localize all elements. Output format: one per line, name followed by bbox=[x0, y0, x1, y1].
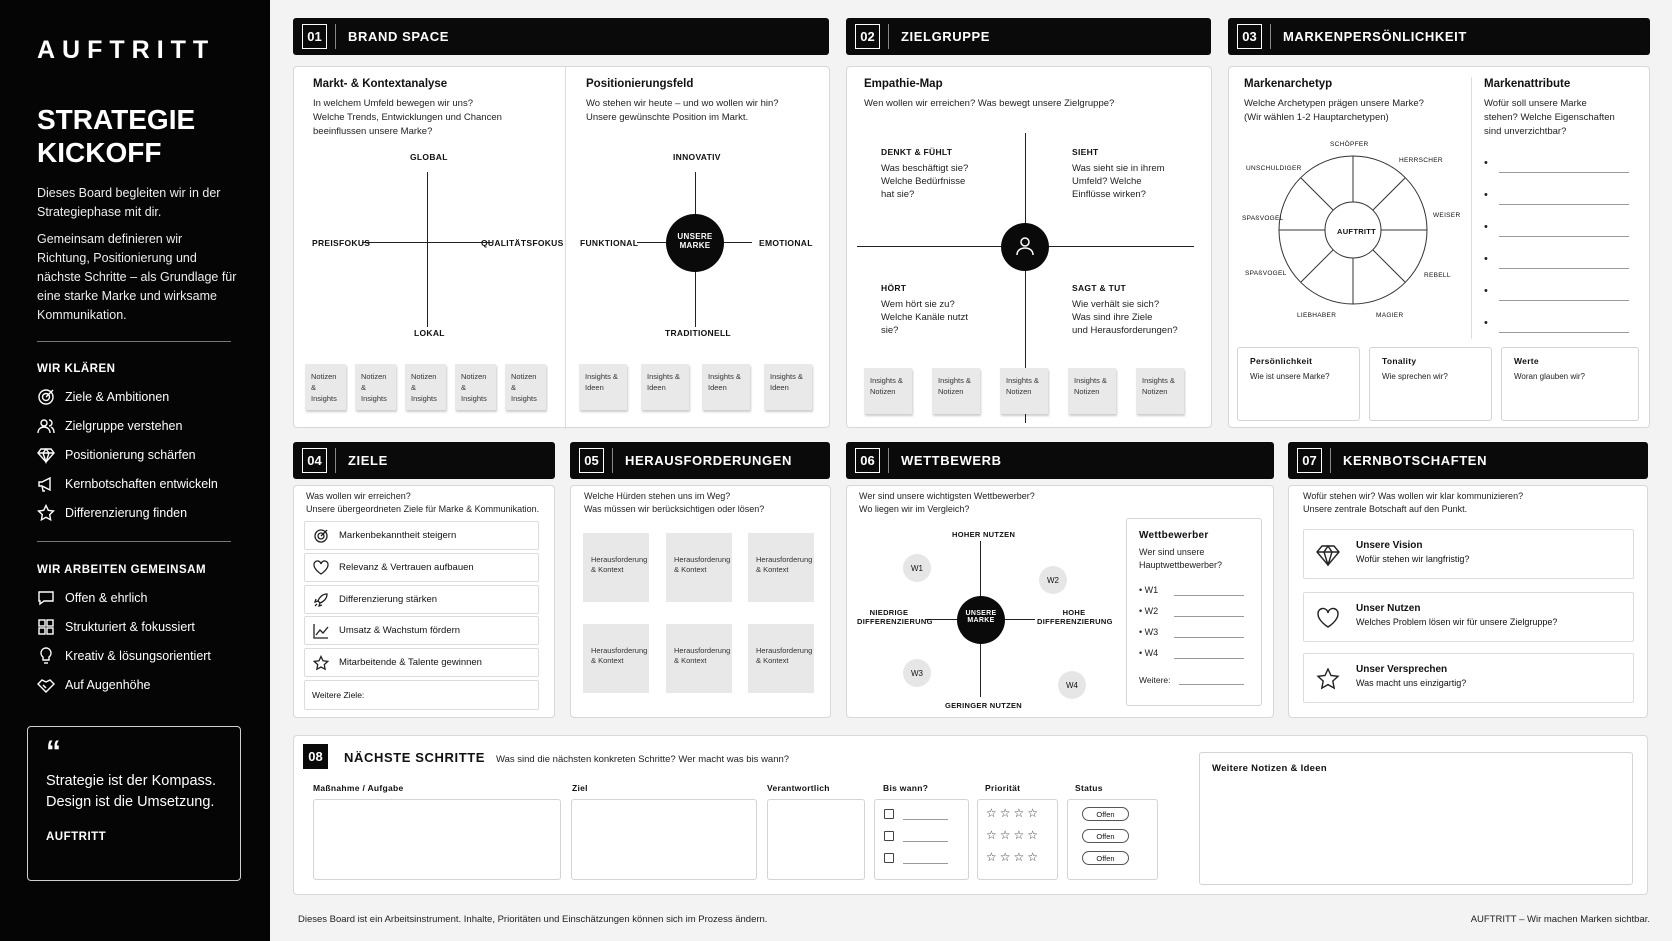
priority-stars[interactable]: ☆☆☆☆ bbox=[986, 850, 1042, 864]
sticky-note[interactable]: Notizen & Insights bbox=[405, 364, 446, 410]
target-icon bbox=[37, 388, 55, 406]
quote-author: AUFTRITT bbox=[46, 831, 107, 843]
sticky-note[interactable]: Insights & Notizen bbox=[932, 368, 980, 414]
goal-item[interactable]: Differenzierung stärken bbox=[304, 585, 539, 614]
priority-stars[interactable]: ☆☆☆☆ bbox=[986, 828, 1042, 842]
axis-label-preisfokus: PREISFOKUS bbox=[312, 238, 371, 248]
competitor-w1[interactable]: W1 bbox=[903, 554, 931, 582]
competitor-list-box: Wettbewerber Wer sind unsere Hauptwettbewerber? • W1 • W2 • W3 • W4 Weitere: bbox=[1126, 518, 1262, 706]
star-icon bbox=[37, 504, 55, 522]
section-number: 08 bbox=[303, 744, 328, 769]
notes-box[interactable]: Weitere Notizen & Ideen bbox=[1199, 752, 1633, 885]
chart-icon bbox=[313, 623, 329, 639]
chat-icon bbox=[37, 589, 55, 607]
list-item: Kreativ & lösungsorientiert bbox=[37, 641, 211, 670]
axis-label-global: GLOBAL bbox=[410, 152, 448, 162]
competitor-w2[interactable]: W2 bbox=[1039, 566, 1067, 594]
grid-icon bbox=[37, 618, 55, 636]
attributes-title: Markenattribute bbox=[1484, 78, 1571, 90]
goal-item[interactable]: Markenbekanntheit steigern bbox=[304, 521, 539, 550]
sticky-note[interactable]: Notizen & Insights bbox=[455, 364, 496, 410]
message-promise[interactable]: Unser Versprechen Was macht uns einzigartig? bbox=[1303, 653, 1634, 703]
quote-mark: “ bbox=[46, 735, 61, 768]
market-analysis-title: Markt- & Kontextanalyse bbox=[313, 78, 448, 90]
section-header-wettbewerb: 06 WETTBEWERB bbox=[846, 442, 1274, 479]
users-icon bbox=[37, 417, 55, 435]
page-title: STRATEGIE KICKOFF bbox=[37, 104, 196, 168]
logo: AUFTRITT bbox=[37, 36, 216, 64]
goal-input[interactable] bbox=[571, 799, 757, 880]
ziele-panel: Was wollen wir erreichen? Unsere übergeordneten Ziele für Marke & Kommunikation. Markenbekanntheit steigern Relevanz & Vertrauen aufbauen Differenzierung stärken Umsatz & Wachstum fördern Mitarbeitende & Talente gewinnen Weitere Ziele: bbox=[293, 485, 555, 718]
sticky-note[interactable]: Insights & Ideen bbox=[702, 364, 750, 410]
star-icon bbox=[1316, 668, 1340, 690]
clarify-heading: WIR KLÄREN bbox=[37, 363, 116, 375]
axis-label-traditionell: TRADITIONELL bbox=[665, 328, 731, 338]
kernbotschaften-panel: Wofür stehen wir? Was wollen wir klar kommunizieren? Unsere zentrale Botschaft auf den Punkt. Unsere Vision Wofür stehen wir langfristig? Unser Nutzen Welches Problem lösen wir für unsere Zielgruppe? Unser Versprechen Was macht uns einzigartig? bbox=[1288, 485, 1648, 718]
section-header-herausforderungen: 05 HERAUSFORDERUNGEN bbox=[570, 442, 830, 479]
status-column bbox=[1067, 799, 1158, 880]
deadline-column bbox=[874, 799, 969, 880]
heart-icon bbox=[313, 560, 329, 576]
axis-label-lokal: LOKAL bbox=[414, 328, 445, 338]
list-item: Auf Augenhöhe bbox=[37, 670, 211, 699]
sticky-note[interactable]: Insights & Notizen bbox=[1136, 368, 1184, 414]
work-list bbox=[37, 583, 211, 699]
challenge-card[interactable]: Herausforderung & Kontext bbox=[583, 624, 649, 693]
intro-text: Dieses Board begleiten wir in der Strategiephase mit dir. bbox=[37, 186, 221, 219]
more-goals-field[interactable]: Weitere Ziele: bbox=[304, 680, 539, 710]
list-item: Zielgruppe verstehen bbox=[37, 411, 218, 440]
task-input[interactable] bbox=[313, 799, 561, 880]
sticky-note[interactable]: Insights & Notizen bbox=[1068, 368, 1116, 414]
status-badge[interactable]: Offen bbox=[1082, 829, 1129, 843]
list-item: Ziele & Ambitionen bbox=[37, 382, 218, 411]
section-header-brand-space: 01 BRAND SPACE bbox=[293, 18, 829, 55]
axis-label-qualitaetsfokus: QUALITÄTSFOKUS bbox=[481, 238, 564, 248]
list-item: Positionierung schärfen bbox=[37, 440, 218, 469]
competitor-w4[interactable]: W4 bbox=[1058, 671, 1086, 699]
archetype-title: Markenarchetyp bbox=[1244, 78, 1333, 90]
sticky-note[interactable]: Insights & Notizen bbox=[864, 368, 912, 414]
section-header-zielgruppe: 02 ZIELGRUPPE bbox=[846, 18, 1211, 55]
challenge-card[interactable]: Herausforderung & Kontext bbox=[748, 533, 814, 602]
calendar-icon bbox=[884, 809, 894, 819]
empathy-map-title: Empathie-Map bbox=[864, 78, 943, 90]
zielgruppe-panel: Empathie-Map Wen wollen wir erreichen? Was bewegt unsere Zielgruppe? DENKT & FÜHLT Was beschäftigt sie? Welche Bedürfnisse hat sie? SIEHT Was sieht sie in ihrem Umfeld? Welche Einflüsse wirken? HÖRT Wem hört sie zu? Welche Kanäle nutzt sie? SAGT & TUT Wie verhält sie sich? Was sind ihre Ziele und Herausforderungen? Insights & Notizen Insights & Notizen Insights & Notizen Insights & Notizen Insights & Notizen bbox=[846, 66, 1212, 428]
divider bbox=[37, 541, 231, 542]
message-vision[interactable]: Unsere Vision Wofür stehen wir langfristig? bbox=[1303, 529, 1634, 579]
description-text: Gemeinsam definieren wir Richtung, Positionierung und nächste Schritte – als Grundlage für eine starke Marke und wirksame Kommunikation. bbox=[37, 232, 237, 322]
challenge-card[interactable]: Herausforderung & Kontext bbox=[583, 533, 649, 602]
axis-label-innovativ: INNOVATIV bbox=[673, 152, 721, 162]
section-header-markenpersoenlichkeit: 03 MARKENPERSÖNLICHKEIT bbox=[1228, 18, 1650, 55]
handshake-icon bbox=[37, 676, 55, 694]
card-personality[interactable]: Persönlichkeit Wie ist unsere Marke? bbox=[1237, 347, 1360, 421]
diamond-icon bbox=[37, 446, 55, 464]
heart-icon bbox=[1316, 607, 1340, 629]
sticky-note[interactable]: Notizen & Insights bbox=[355, 364, 396, 410]
clarify-list bbox=[37, 382, 218, 527]
sticky-note[interactable]: Insights & Ideen bbox=[579, 364, 627, 410]
goal-item[interactable]: Umsatz & Wachstum fördern bbox=[304, 616, 539, 645]
wettbewerb-panel: Wer sind unsere wichtigsten Wettbewerber? Wo liegen wir im Vergleich? HOHER NUTZEN GERINGER NUTZEN NIEDRIGE DIFFERENZIERUNG HOHE DIFFERENZIERUNG UNSERE MARKE W1 W2 W3 W4 Wettbewerber Wer sind unsere Hauptwettbewerber? • W1 • W2 • W3 • W4 Weitere: bbox=[846, 485, 1274, 718]
goal-item[interactable]: Relevanz & Vertrauen aufbauen bbox=[304, 553, 539, 582]
quote-box bbox=[27, 726, 241, 881]
quote-text: Strategie ist der Kompass. Design ist die Umsetzung. bbox=[46, 773, 217, 810]
calendar-icon bbox=[884, 831, 894, 841]
star-icon bbox=[313, 655, 329, 671]
sticky-note[interactable]: Insights & Ideen bbox=[764, 364, 812, 410]
work-heading: WIR ARBEITEN GEMEINSAM bbox=[37, 564, 207, 576]
lightbulb-icon bbox=[37, 647, 55, 665]
footer-brand: AUFTRITT – Wir machen Marken sichtbar. bbox=[1470, 914, 1650, 925]
naechste-schritte-panel: 08 NÄCHSTE SCHRITTE Was sind die nächsten konkreten Schritte? Wer macht was bis wann? Maßnahme / Aufgabe Ziel Verantwortlich Bis wann? Priorität Status ☆☆☆☆ ☆☆☆☆ ☆☆☆☆ Offen Offen Offen Weitere Notizen & Ideen bbox=[293, 735, 1648, 895]
sticky-note[interactable]: Insights & Notizen bbox=[1000, 368, 1048, 414]
user-icon bbox=[1014, 235, 1036, 257]
section-title: NÄCHSTE SCHRITTE bbox=[344, 750, 486, 765]
sticky-note[interactable]: Insights & Ideen bbox=[641, 364, 689, 410]
section-header-ziele: 04 ZIELE bbox=[293, 442, 555, 479]
status-badge[interactable]: Offen bbox=[1082, 807, 1129, 821]
priority-column bbox=[977, 799, 1058, 880]
goal-item[interactable]: Mitarbeitende & Talente gewinnen bbox=[304, 648, 539, 677]
challenge-card[interactable]: Herausforderung & Kontext bbox=[748, 624, 814, 693]
herausforderungen-panel: Welche Hürden stehen uns im Weg? Was müssen wir berücksichtigen oder lösen? Herausforderung & Kontext Herausforderung & Kontext Herausforderung & Kontext Herausforderung & Kontext Herausforderung & Kontext Herausforderung & Kontext bbox=[570, 485, 831, 718]
axis-label-funktional: FUNKTIONAL bbox=[580, 238, 639, 248]
unsere-marke-label: UNSERE MARKE bbox=[677, 232, 713, 250]
markenpersoenlichkeit-panel: Markenarchetyp Welche Archetypen prägen unsere Marke? (Wir wählen 1-2 Hauptarchetypen) AUFTRITT SCHÖPFER HERRSCHER WEISER REBELL MAGIER LIEBHABER SPAßVOGEL SPAßVOGEL UNSCHULDIGER Markenattribute Wofür soll unsere Marke stehen? Welche Eigenschaften sind unverzichtbar? • • • • • • Persönlichkeit Wie ist unsere Marke? Tonality Wie sprechen wir? Werte Woran glauben wir? bbox=[1228, 66, 1650, 428]
status-badge[interactable]: Offen bbox=[1082, 851, 1129, 865]
brand-space-panel: Markt- & Kontextanalyse In welchem Umfeld bewegen wir uns? Welche Trends, Entwicklungen und Chancen beeinflussen unsere Marke? GLOBAL LOKAL PREISFOKUS QUALITÄTSFOKUS Notizen & Insights Notizen & Insights Notizen & Insights Notizen & Insights Notizen & Insights Positionierungsfeld Wo stehen wir heute – und wo wollen wir hin? Unsere gewünschte Position im Markt. UNSERE MARKE INNOVATIV TRADITIONELL FUNKTIONAL EMOTIONAL Insights & Ideen Insights & Ideen Insights & Ideen Insights & Ideen bbox=[293, 66, 830, 428]
sticky-note[interactable]: Notizen & Insights bbox=[505, 364, 546, 410]
list-item: Differenzierung finden bbox=[37, 498, 218, 527]
list-item: Offen & ehrlich bbox=[37, 583, 211, 612]
footer-disclaimer: Dieses Board ist ein Arbeitsinstrument. Inhalte, Prioritäten und Einschätzungen können sich im Prozess ändern. bbox=[298, 914, 768, 925]
priority-stars[interactable]: ☆☆☆☆ bbox=[986, 806, 1042, 820]
challenge-card[interactable]: Herausforderung & Kontext bbox=[666, 624, 732, 693]
positioning-title: Positionierungsfeld bbox=[586, 78, 694, 90]
axis-label-emotional: EMOTIONAL bbox=[759, 238, 813, 248]
message-benefit[interactable]: Unser Nutzen Welches Problem lösen wir für unsere Zielgruppe? bbox=[1303, 592, 1634, 642]
owner-input[interactable] bbox=[767, 799, 865, 880]
sticky-note[interactable]: Notizen & Insights bbox=[305, 364, 346, 410]
competitor-w3[interactable]: W3 bbox=[903, 659, 931, 687]
rocket-icon bbox=[313, 592, 329, 608]
list-item: Strukturiert & fokussiert bbox=[37, 612, 211, 641]
card-tonality[interactable]: Tonality Wie sprechen wir? bbox=[1369, 347, 1492, 421]
section-header-kernbotschaften: 07 KERNBOTSCHAFTEN bbox=[1288, 442, 1648, 479]
megaphone-icon bbox=[37, 475, 55, 493]
challenge-card[interactable]: Herausforderung & Kontext bbox=[666, 533, 732, 602]
calendar-icon bbox=[884, 853, 894, 863]
sidebar bbox=[0, 0, 270, 941]
divider bbox=[37, 341, 231, 342]
card-values[interactable]: Werte Woran glauben wir? bbox=[1501, 347, 1639, 421]
diamond-icon bbox=[1316, 544, 1340, 566]
target-icon bbox=[313, 528, 329, 544]
list-item: Kernbotschaften entwickeln bbox=[37, 469, 218, 498]
